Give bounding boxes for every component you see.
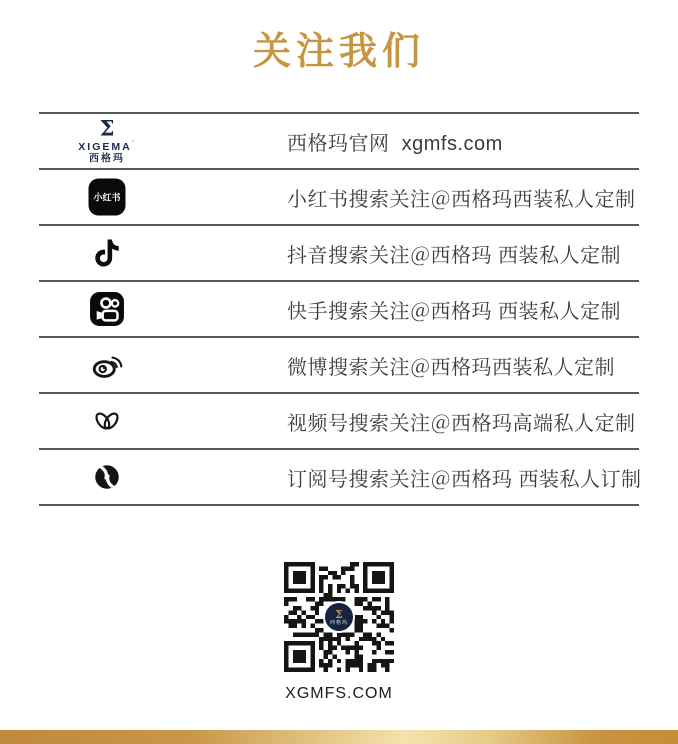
row-douyin — [39, 224, 639, 280]
douyin-icon — [94, 238, 121, 268]
brand-name-cn: 西格玛 — [88, 153, 125, 165]
qr-logo-sigma: Σ — [335, 607, 343, 621]
qr-logo-name: 西格玛 — [329, 619, 348, 626]
xiaohongshu-icon-label: 小红书 — [93, 192, 121, 203]
dingyuehao-icon — [92, 462, 122, 492]
row-text-kuaishou: 快手搜索关注＠西格玛 西装私人定制 — [287, 300, 622, 323]
qr-block — [0, 562, 678, 703]
row-text-xiaohongshu: 小红书搜索关注＠西格玛西装私人定制 — [287, 188, 636, 211]
qr-center-logo — [323, 601, 355, 633]
row-text-weibo: 微博搜索关注＠西格玛西装私人定制 — [287, 356, 615, 379]
page-title: 关注我们 — [252, 31, 425, 73]
kuaishou-icon — [89, 291, 126, 328]
row-xiaohongshu — [39, 168, 639, 224]
qr-caption: XGMFS.COM — [285, 685, 393, 702]
row-shipinhao — [39, 392, 639, 448]
row-text-official: 西格玛官网 xgmfs.com — [287, 132, 503, 155]
qr-code — [284, 562, 394, 672]
brand-name-en: XIGEMA — [78, 141, 132, 153]
row-official-site — [39, 112, 639, 168]
gold-gradient-bar — [0, 730, 678, 744]
sigma-glyph: Σ — [99, 115, 115, 141]
row-weibo — [39, 336, 639, 392]
row-text-douyin: 抖音搜索关注＠西格玛 西装私人定制 — [287, 244, 622, 267]
weibo-icon — [91, 350, 124, 380]
brand-mark: ´ — [131, 141, 136, 148]
shipinhao-icon — [90, 406, 124, 436]
xiaohongshu-icon — [89, 179, 126, 216]
row-text-dingyuehao: 订阅号搜索关注＠西格玛 西装私人订制 — [287, 468, 642, 491]
row-dingyuehao — [39, 448, 642, 504]
row-text-shipinhao: 视频号搜索关注＠西格玛高端私人定制 — [287, 412, 636, 435]
social-accounts-table — [39, 112, 642, 506]
xigema-logo-icon — [78, 115, 136, 165]
row-kuaishou — [39, 280, 639, 336]
